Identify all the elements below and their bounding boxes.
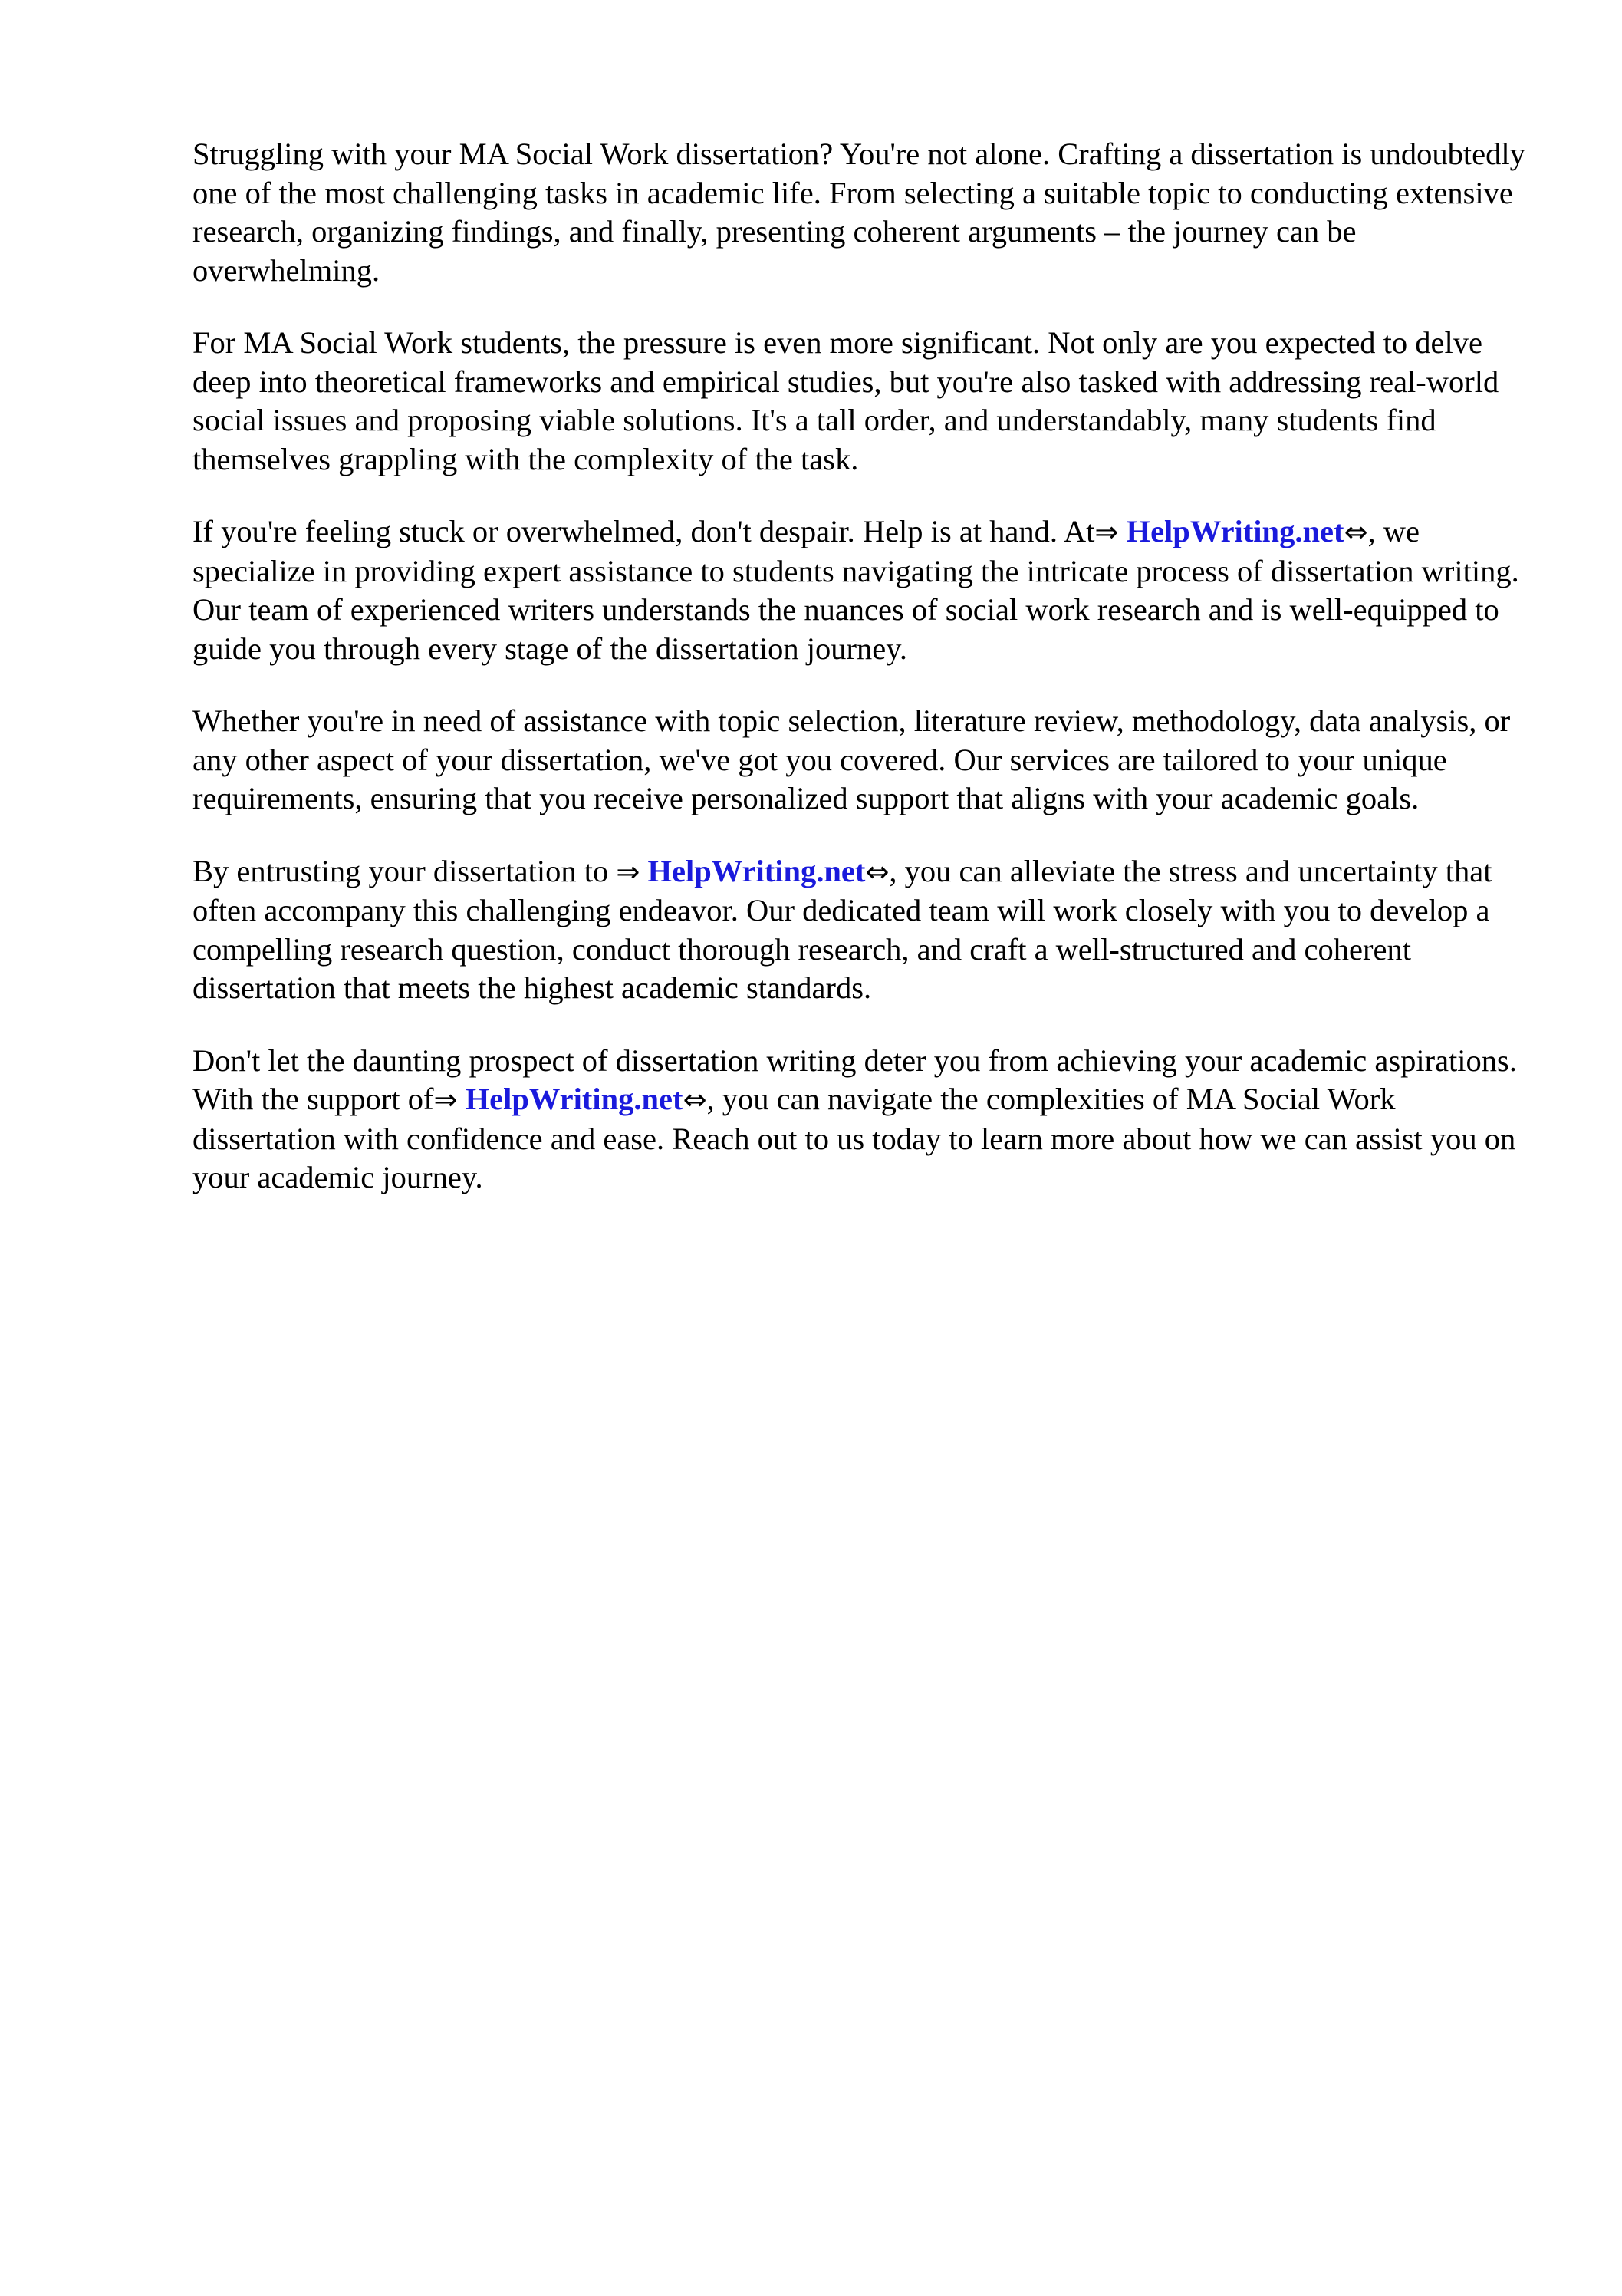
paragraph-closing-text-before: Don't let the daunting prospect of dissertation writing deter you from achieving your academic aspirations. With the support of [192, 1043, 1517, 1116]
paragraph-help-text-after: , we specialize in providing expert assistance to students navigating the intricate process of dissertation writing. Our team of experienced writers understands the nuances of social work research and is well-equipped to guide you through every stage of the dissertation journey. [192, 514, 1519, 666]
paragraph-closing-text-after: , you can navigate the complexities of MA Social Work dissertation with confidence and ease. Reach out to us today to learn more about how we can assist you on your academic journey. [192, 1082, 1516, 1194]
paragraph-pressure [192, 324, 1539, 479]
paragraph-entrusting-text-before: By entrusting your dissertation to [192, 853, 609, 888]
paragraph-entrusting-text-after: , you can alleviate the stress and uncertainty that often accompany this challenging endeavor. Our dedicated team will work closely with you to develop a compelling research question, conduct thorough research, and craft a well-structured and coherent dissertation that meets the highest academic standards. [192, 853, 1492, 1005]
paragraph-services [192, 702, 1539, 819]
paragraph-pressure-text: For MA Social Work students, the pressure is even more significant. Not only are you expected to delve deep into theoretical frameworks and empirical studies, but you're also tasked with addressing real-world social issues and proposing viable solutions. It's a tall order, and understandably, many students find themselves grappling with the complexity of the task. [192, 325, 1499, 476]
paragraph-help-text-before: If you're feeling stuck or overwhelmed, don't despair. Help is at hand. At [192, 514, 1095, 548]
paragraph-entrusting [192, 852, 1539, 1008]
document-page [192, 135, 1539, 1231]
arrow-both-icon: ⇔ [1344, 516, 1368, 548]
arrow-right-icon: ⇒ [1094, 516, 1119, 548]
arrow-right-icon: ⇒ [433, 1083, 458, 1116]
paragraph-closing [192, 1042, 1539, 1197]
helpwriting-link[interactable]: HelpWriting.net [465, 1082, 683, 1116]
arrow-both-icon: ⇔ [865, 855, 890, 888]
paragraph-services-text: Whether you're in need of assistance with topic selection, literature review, methodology, data analysis, or any other aspect of your dissertation, we've got you covered. Our services are tailored to your unique requirements, ensuring that you receive personalized support that aligns with your academic goals. [192, 703, 1511, 815]
helpwriting-link[interactable]: HelpWriting.net [1126, 514, 1344, 548]
paragraph-intro-text: Struggling with your MA Social Work dissertation? You're not alone. Crafting a dissertation is undoubtedly one of the most challenging tasks in academic life. From selecting a suitable topic to conducting extensive research, organizing findings, and finally, presenting coherent arguments – the journey can be overwhelming. [192, 137, 1525, 288]
paragraph-intro [192, 135, 1539, 290]
helpwriting-link[interactable]: HelpWriting.net [647, 853, 866, 888]
arrow-right-icon: ⇒ [616, 855, 640, 888]
arrow-both-icon: ⇔ [683, 1083, 707, 1116]
paragraph-help [192, 512, 1539, 668]
